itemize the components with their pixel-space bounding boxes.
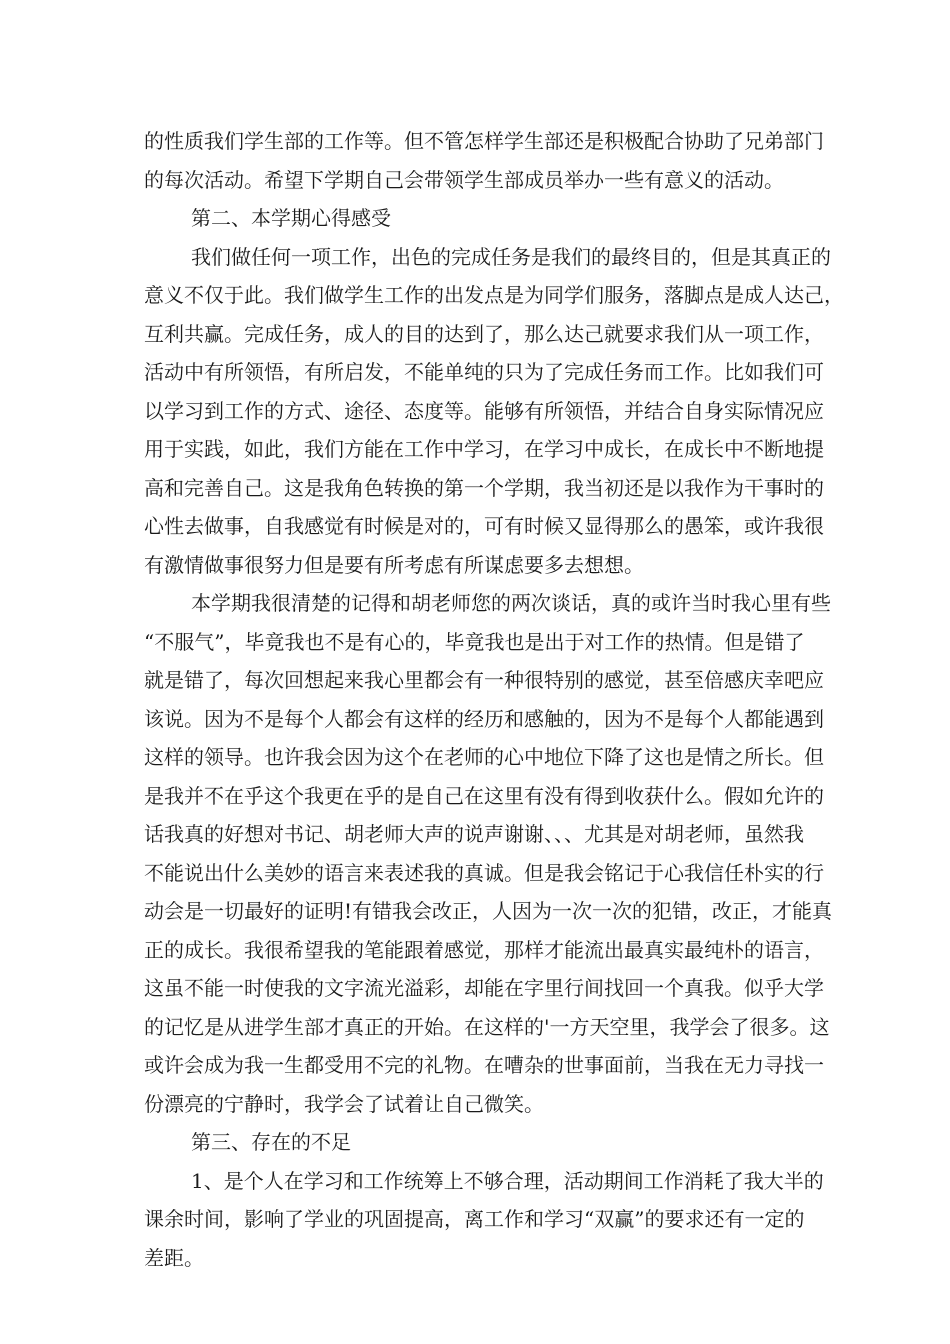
- text-line: 这样的领导。也许我会因为这个在老师的心中地位下降了这也是情之所长。但: [144, 745, 824, 769]
- text-line: 话我真的好想对书记、胡老师大声的说声谢谢、、、尤其是对胡老师，虽然我: [144, 822, 804, 846]
- text-line: 正的成长。我很希望我的笔能跟着感觉，那样才能流出最真实最纯朴的语言，: [144, 937, 824, 962]
- text-line: 第二、本学期心得感受: [191, 206, 391, 230]
- text-line: 或许会成为我一生都受用不完的礼物。在嘈杂的世事面前，当我在无力寻找一: [144, 1053, 824, 1077]
- text-line: 的每次活动。希望下学期自己会带领学生部成员举办一些有意义的活动。: [144, 167, 784, 192]
- text-line: 意义不仅于此。我们做学生工作的出发点是为同学们服务，落脚点是成人达己，: [144, 283, 844, 307]
- text-line: 的性质我们学生部的工作等。但不管怎样学生部还是积极配合协助了兄弟部门: [144, 129, 824, 153]
- text-line: 以学习到工作的方式、途径、态度等。能够有所领悟，并结合自身实际情况应: [144, 398, 824, 423]
- text-line: 活动中有所领悟，有所启发，不能单纯的只为了完成任务而工作。比如我们可: [144, 360, 824, 384]
- text-line: 心性去做事，自我感觉有时候是对的，可有时候又显得那么的愚笨，或许我很: [144, 514, 824, 538]
- text-line: 差距。: [144, 1245, 204, 1270]
- text-line: 我们做任何一项工作，出色的完成任务是我们的最终目的，但是其真正的: [191, 244, 831, 269]
- document-body: [144, 122, 844, 1277]
- text-line: 不能说出什么美妙的语言来表述我的真诚。但是我会铭记于心我信任朴实的行: [144, 860, 824, 885]
- text-line: 的记忆是从进学生部才真正的开始。在这样的'一方天空里，我学会了很多。这: [144, 1014, 830, 1039]
- text-line: 有激情做事很努力但是要有所考虑有所谋虑要多去想想。: [144, 552, 644, 577]
- text-line: 本学期我很清楚的记得和胡老师您的两次谈话，真的或许当时我心里有些: [191, 591, 831, 615]
- text-line: 课余时间，影响了学业的巩固提高，离工作和学习“双赢”的要求还有一定的: [144, 1207, 805, 1231]
- text-line: 该说。因为不是每个人都会有这样的经历和感触的，因为不是每个人都能遇到: [144, 706, 824, 731]
- text-line: 这虽不能一时使我的文字流光溢彩，却能在字里行间找回一个真我。似乎大学: [144, 976, 824, 1000]
- text-line: “不服气”，毕竟我也不是有心的，毕竟我也是出于对工作的热情。但是错了: [144, 629, 805, 654]
- text-line: 第三、存在的不足: [191, 1130, 351, 1154]
- text-line: 动会是一切最好的证明!有错我会改正，人因为一次一次的犯错，改正，才能真: [144, 899, 833, 923]
- text-line: 互利共赢。完成任务，成人的目的达到了，那么达己就要求我们从一项工作，: [144, 321, 824, 346]
- text-line: 就是错了，每次回想起来我心里都会有一种很特别的感觉，甚至倍感庆幸吧应: [144, 668, 824, 692]
- text-line: 用于实践，如此，我们方能在工作中学习，在学习中成长，在成长中不断地提: [144, 437, 824, 461]
- text-line: 是我并不在乎这个我更在乎的是自己在这里有没有得到收获什么。假如允许的: [144, 783, 824, 808]
- text-line: 份漂亮的宁静时，我学会了试着让自己微笑。: [144, 1091, 544, 1116]
- text-line: 高和完善自己。这是我角色转换的第一个学期，我当初还是以我作为干事时的: [144, 475, 824, 500]
- text-line: 1、是个人在学习和工作统筹上不够合理，活动期间工作消耗了我大半的: [191, 1168, 824, 1193]
